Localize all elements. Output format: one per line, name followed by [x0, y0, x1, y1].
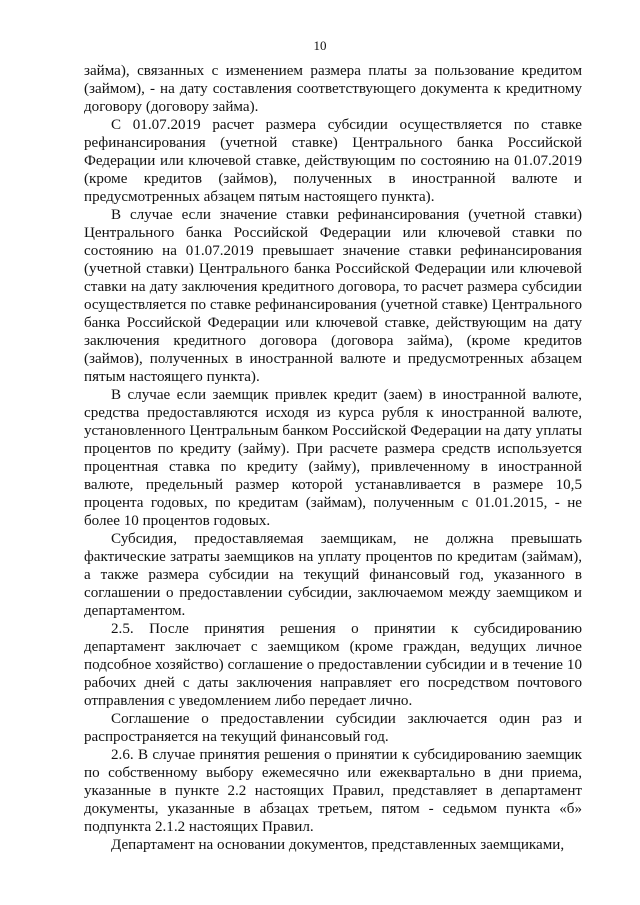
paragraph: В случае если заемщик привлек кредит (заем) в иностранной валюте, средства предоставляются исходя из курса рубля к иностранной валюте, установленного Центральным банком Российской Федерации на дату уплаты процентов по кредиту (займу). При расчете размера средств используется процентная ставка по кредиту (займу), привлеченному в иностранной валюте, предельный размер которой устанавливается в размере 10,5 процента годовых, по кредитам (займам), полученным с 01.01.2015, - не более 10 процентов годовых. — [84, 387, 582, 529]
paragraph: 2.6. В случае принятия решения о принятии к субсидированию заемщик по собственному выбору ежемесячно или ежеквартально в дни приема, указанные в пункте 2.2 настоящих Правил, представляет в департамент документы, указанные в абзацах третьем, пятом - седьмом пункта «б» подпункта 2.1.2 настоящих Правил. — [84, 747, 582, 835]
page-number: 10 — [313, 38, 327, 53]
paragraph: Субсидия, предоставляемая заемщикам, не должна превышать фактические затраты заемщиков на уплату процентов по кредитам (займам), а также размера субсидии на текущий финансовый год, указанного в соглашении о предоставлении субсидии, заключаемом между заемщиком и департаментом. — [84, 531, 582, 619]
paragraph: займа), связанных с изменением размера платы за пользование кредитом (займом), - на дату составления соответствующего документа к кредитному договору (договору займа). — [84, 63, 582, 115]
paragraph: С 01.07.2019 расчет размера субсидии осуществляется по ставке рефинансирования (учетной ставке) Центрального банка Российской Федерации или ключевой ставке, действующим по состоянию на 01.07.2019 (кроме кредитов (займов), полученных в иностранной валюте и предусмотренных абзацем пятым настоящего пункта). — [84, 117, 582, 205]
document-body — [84, 62, 582, 854]
paragraph: Соглашение о предоставлении субсидии заключается один раз и распространяется на текущий финансовый год. — [84, 711, 582, 745]
paragraph: 2.5. После принятия решения о принятии к субсидированию департамент заключает с заемщиком (кроме граждан, ведущих личное подсобное хозяйство) соглашение о предоставлении субсидии и в течение 10 рабочих дней с даты заключения направляет его посредством почтового отправления с уведомлением либо передает лично. — [84, 621, 582, 709]
paragraph: В случае если значение ставки рефинансирования (учетной ставки) Центрального банка Российской Федерации или ключевой ставки по состоянию на 01.07.2019 превышает значение ставки рефинансирования (учетной ставки) Центрального банка Российской Федерации или ключевой ставки на дату заключения кредитного договора, то расчет размера субсидии осуществляется по ставке рефинансирования (учетной ставке) Центрального банка Российской Федерации или ключевой ставке, действующим на дату заключения кредитного договора (договора займа), (кроме кредитов (займов), полученных в иностранной валюте и предусмотренных абзацем пятым настоящего пункта). — [84, 207, 582, 385]
paragraph: Департамент на основании документов, представленных заемщиками, — [111, 837, 565, 853]
